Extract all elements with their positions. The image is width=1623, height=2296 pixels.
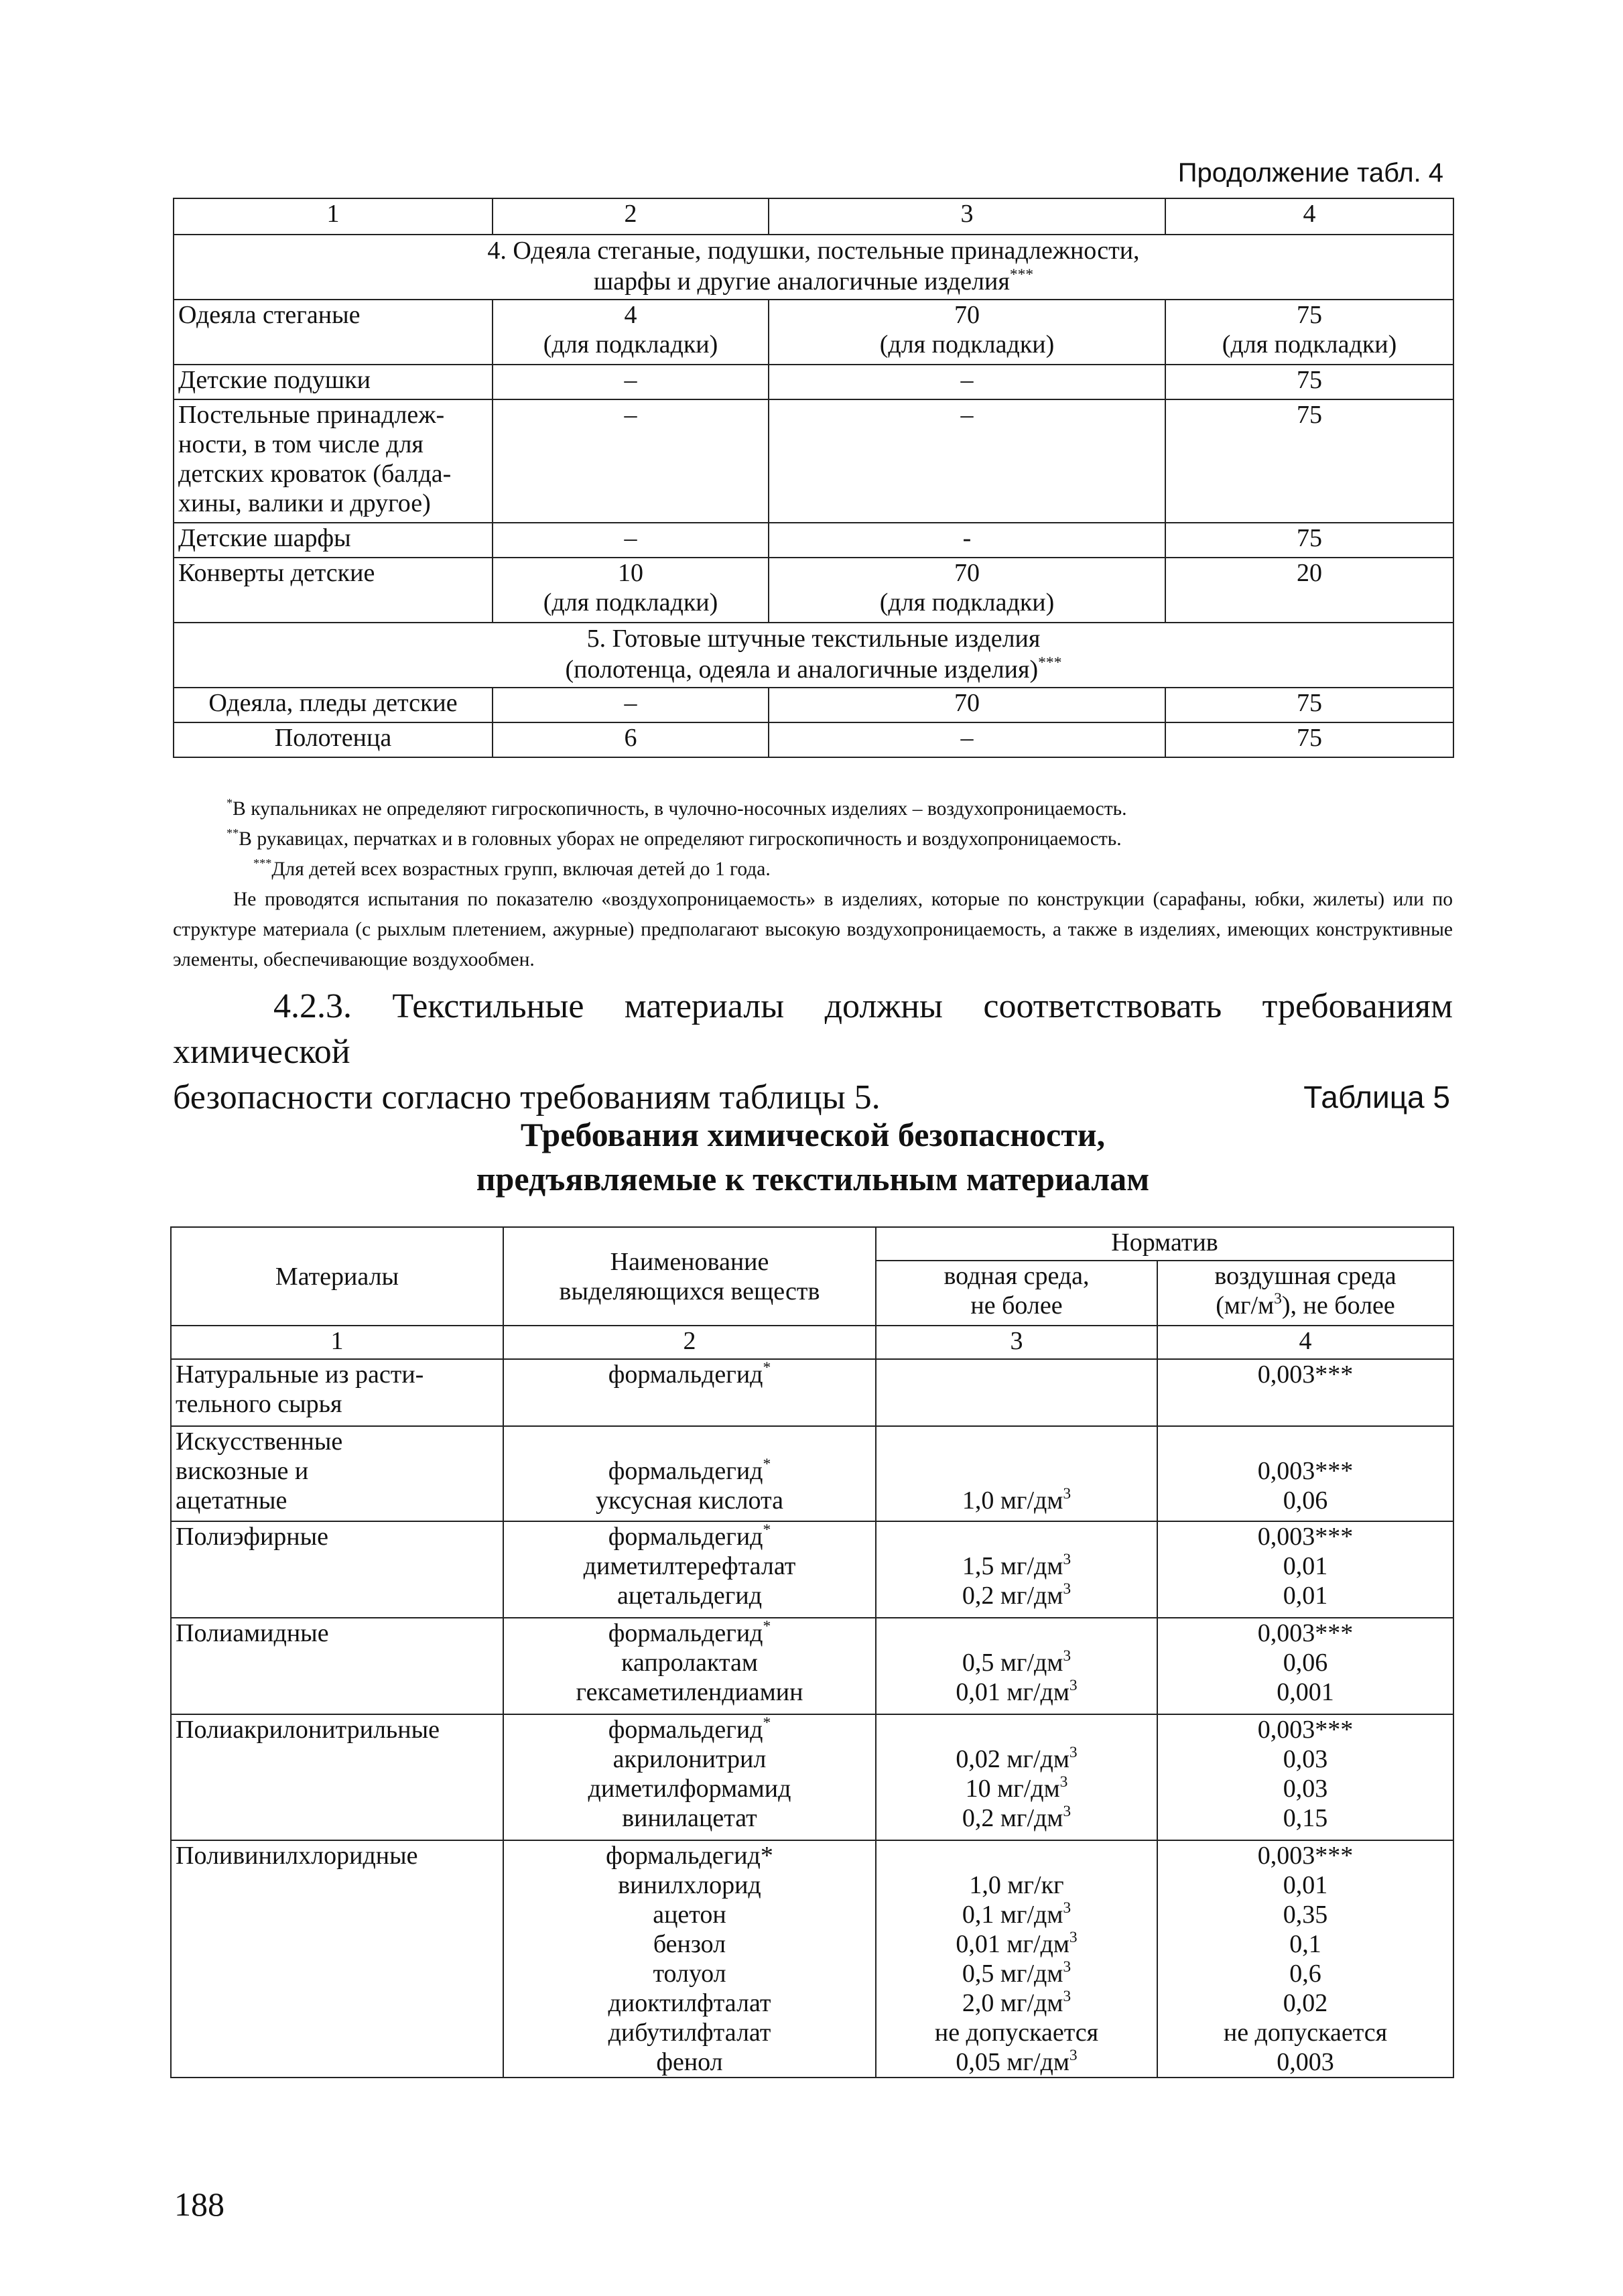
table5	[170, 1226, 1454, 2078]
table-row	[171, 1714, 1453, 1840]
row-c2: 10 (для подкладки)	[493, 558, 769, 623]
table-row	[174, 523, 1453, 558]
row-c3: –	[769, 365, 1165, 399]
row-c3: 70 (для подкладки)	[769, 558, 1165, 623]
row-name: Детские шарфы	[174, 523, 493, 558]
row-c4: 75	[1165, 688, 1453, 722]
row-name: Конверты детские	[174, 558, 493, 623]
table4-header-row	[174, 198, 1453, 235]
header-substance: Наименование выделяющихся веществ	[503, 1227, 876, 1326]
water-norms	[876, 1359, 1157, 1426]
material-name: Натуральные из расти- тельного сырья	[171, 1359, 503, 1426]
table5-title: Требования химической безопасности, предъявляемые к текстильным материалам	[476, 1116, 1150, 1198]
row-name: Детские подушки	[174, 365, 493, 399]
row-c4: 75	[1165, 722, 1453, 757]
material-name: Полиакрилонитрильные	[171, 1714, 503, 1840]
header-materials: Материалы	[171, 1227, 503, 1326]
section-5-heading	[174, 623, 1453, 688]
table5-col-3: 3	[876, 1326, 1157, 1359]
table5-body	[171, 1359, 1453, 2078]
section-4-line1: 4. Одеяла стеганые, подушки, постельные принадлежности,	[487, 237, 1140, 265]
table5-caption: Таблица 5	[1303, 1080, 1450, 1114]
table5-col-2: 2	[503, 1326, 876, 1359]
table4-col-2: 2	[493, 198, 769, 235]
substance-list: формальдегид*	[503, 1359, 876, 1426]
footnote-3: ***Для детей всех возрастных групп, включая детей до 1 года.	[253, 856, 771, 880]
row-c4: 75	[1165, 399, 1453, 523]
header-water: водная среда, не более	[876, 1261, 1157, 1326]
section-4-mark: ***	[1009, 266, 1034, 284]
header-air: воздушная среда $(мг/м^3)$, не более	[1157, 1261, 1453, 1326]
table4-col-3: 3	[769, 198, 1165, 235]
material-name: Полиамидные	[171, 1618, 503, 1714]
air-norms: 0,003*** 0,01 0,01	[1157, 1521, 1453, 1618]
header-norm: Норматив	[876, 1227, 1453, 1261]
table4-section-4	[174, 235, 1453, 300]
footnote-1: *В купальниках не определяют гигроскопичность, в чулочно-носочных изделиях – воздухопроницаемость.	[226, 796, 1127, 820]
paragraph-4-2-3	[173, 984, 1453, 1121]
table-row	[171, 1618, 1453, 1714]
table5-col-4: 4	[1157, 1326, 1453, 1359]
table5-col-1: 1	[171, 1326, 503, 1359]
table4-col-4: 4	[1165, 198, 1453, 235]
row-c3: -	[769, 523, 1165, 558]
row-c2: –	[493, 523, 769, 558]
substance-list: формальдегид* винилхлорид ацетон бензол толуол диоктилфталат дибутилфталат фенол	[503, 1840, 876, 2078]
paragraph-line2: безопасности согласно требованиям таблицы 5.	[173, 1078, 881, 1117]
table4-section-5	[174, 623, 1453, 688]
substance-list: формальдегид* диметилтерефталат ацетальдегид	[503, 1521, 876, 1618]
table-row	[174, 300, 1453, 365]
section-5-line2: (полотенца, одеяла и аналогичные изделия)	[565, 655, 1039, 684]
row-c2: –	[493, 365, 769, 399]
section-4-line2: шарфы и другие аналогичные изделия	[593, 267, 1010, 296]
table-row	[174, 399, 1453, 523]
water-norms: 1,0 мг/кг 0,1 $мг/дм^3$ 0,01 $мг/дм^3$ 0,5 $мг/дм^3$ 2,0 $мг/дм^3$ не допускается 0,05 $мг/дм^3$	[876, 1840, 1157, 2078]
row-c3: 70	[769, 688, 1165, 722]
material-name: Полиэфирные	[171, 1521, 503, 1618]
section-5-line1: 5. Готовые штучные текстильные изделия	[586, 625, 1041, 653]
section-5-mark: ***	[1038, 654, 1062, 672]
page-number: 188	[174, 2185, 224, 2223]
table-row	[171, 1521, 1453, 1618]
table4-footnotes	[173, 794, 1453, 975]
section-4-heading	[174, 235, 1453, 300]
substance-list: формальдегид* капролактам гексаметилендиамин	[503, 1618, 876, 1714]
air-norms: 0,003*** 0,06 0,001	[1157, 1618, 1453, 1714]
table-row	[171, 1840, 1453, 2078]
water-norms: 0,02 $мг/дм^3$ 10 $мг/дм^3$ 0,2 $мг/дм^3$	[876, 1714, 1157, 1840]
row-name: Полотенца	[174, 722, 493, 757]
air-norms: 0,003*** 0,06	[1157, 1426, 1453, 1521]
water-norms: 1,5 $мг/дм^3$ 0,2 $мг/дм^3$	[876, 1521, 1157, 1618]
substance-list: формальдегид* уксусная кислота	[503, 1426, 876, 1521]
row-c4: 75 (для подкладки)	[1165, 300, 1453, 365]
material-name: Искусственные вискозные и ацетатные	[171, 1426, 503, 1521]
table-row	[171, 1426, 1453, 1521]
row-c2: 4 (для подкладки)	[493, 300, 769, 365]
row-c2: –	[493, 399, 769, 523]
air-norms: 0,003***	[1157, 1359, 1453, 1426]
row-c4: 75	[1165, 365, 1453, 399]
table4-col-1: 1	[174, 198, 493, 235]
row-name: Одеяла стеганые	[174, 300, 493, 365]
row-c4: 20	[1165, 558, 1453, 623]
water-norms: 0,5 $мг/дм^3$ 0,01 $мг/дм^3$	[876, 1618, 1157, 1714]
row-name: Одеяла, пледы детские	[174, 688, 493, 722]
footnote-2: **В рукавицах, перчатках и в головных уборах не определяют гигроскопичность и воздухопроницаемость.	[226, 826, 1122, 850]
water-norms: 1,0 $мг/дм^3$	[876, 1426, 1157, 1521]
air-norms: 0,003*** 0,03 0,03 0,15	[1157, 1714, 1453, 1840]
row-name: Постельные принадлеж- ности, в том числе для детских кроваток (балда- хины, валики и другое)	[174, 399, 493, 523]
row-c3: 70 (для подкладки)	[769, 300, 1165, 365]
material-name: Поливинилхлоридные	[171, 1840, 503, 2078]
footnote-4: Не проводятся испытания по показателю «воздухопроницаемость» в изделиях, которые по конструкции (сарафаны, юбки, жилеты) или по структуре материала (с рыхлым плетением, ажурные) предполагают высокую воздухопроницаемость, а также в изделиях, имеющих конструктивные элементы, обеспечивающие воздухообмен.	[173, 889, 1453, 970]
table-row	[171, 1359, 1453, 1426]
table-row	[174, 365, 1453, 399]
table5-number-row	[171, 1326, 1453, 1359]
table4-caption: Продолжение табл. 4	[1177, 158, 1443, 188]
row-c3: –	[769, 399, 1165, 523]
table-row	[174, 688, 1453, 722]
substance-list: формальдегид* акрилонитрил диметилформамид винилацетат	[503, 1714, 876, 1840]
row-c3: –	[769, 722, 1165, 757]
row-c2: 6	[493, 722, 769, 757]
table5-header-row-1	[171, 1227, 1453, 1261]
row-c2: –	[493, 688, 769, 722]
table-row	[174, 722, 1453, 757]
table-row	[174, 558, 1453, 623]
table4	[173, 198, 1454, 758]
row-c4: 75	[1165, 523, 1453, 558]
air-norms: 0,003*** 0,01 0,35 0,1 0,6 0,02 не допускается 0,003	[1157, 1840, 1453, 2078]
paragraph-line1: 4.2.3. Текстильные материалы должны соответствовать требованиям химической	[173, 987, 1453, 1071]
